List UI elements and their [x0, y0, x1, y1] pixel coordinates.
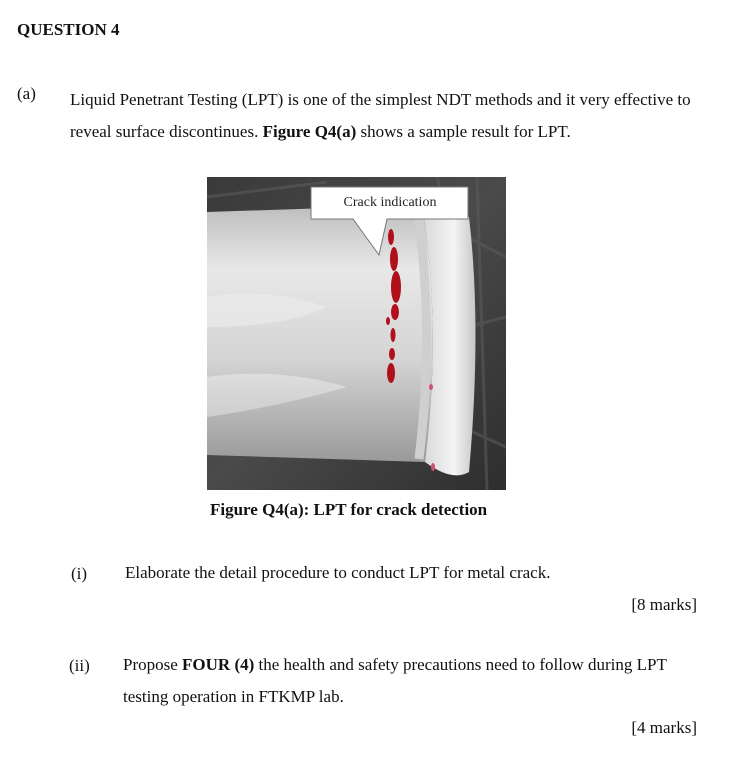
part-a-text-1: Liquid Penetrant Testing (LPT) is one of the simplest NDT methods and it very effective to reveal surface discontinues. — [70, 90, 691, 141]
sub-ii-text-bold: FOUR (4) — [182, 655, 255, 674]
sub-ii-marks: [4 marks] — [631, 718, 697, 737]
pipe-body — [207, 205, 433, 462]
sub-i-label: (i) — [71, 564, 88, 583]
sub-ii-text-post: the health and safety precautions need to follow during LPT testing operation in FTKMP lab. — [123, 655, 667, 706]
part-a-text-2: shows a sample result for LPT. — [356, 122, 571, 141]
part-a-figure-ref: Figure Q4(a) — [262, 122, 357, 141]
figure-photo — [207, 177, 506, 490]
part-a-paragraph — [70, 84, 710, 148]
sub-i-marks: [8 marks] — [631, 595, 697, 614]
sub-i-text: Elaborate the detail procedure to conduct LPT for metal crack. — [125, 563, 551, 582]
sub-ii-text — [123, 649, 713, 713]
figure-caption: Figure Q4(a): LPT for crack detection — [210, 500, 488, 519]
sub-ii-label: (ii) — [69, 656, 90, 675]
question-title: QUESTION 4 — [17, 20, 120, 39]
callout-label: Crack indication — [343, 195, 437, 210]
part-a-label: (a) — [17, 84, 36, 103]
sub-ii-text-pre: Propose — [123, 655, 183, 674]
